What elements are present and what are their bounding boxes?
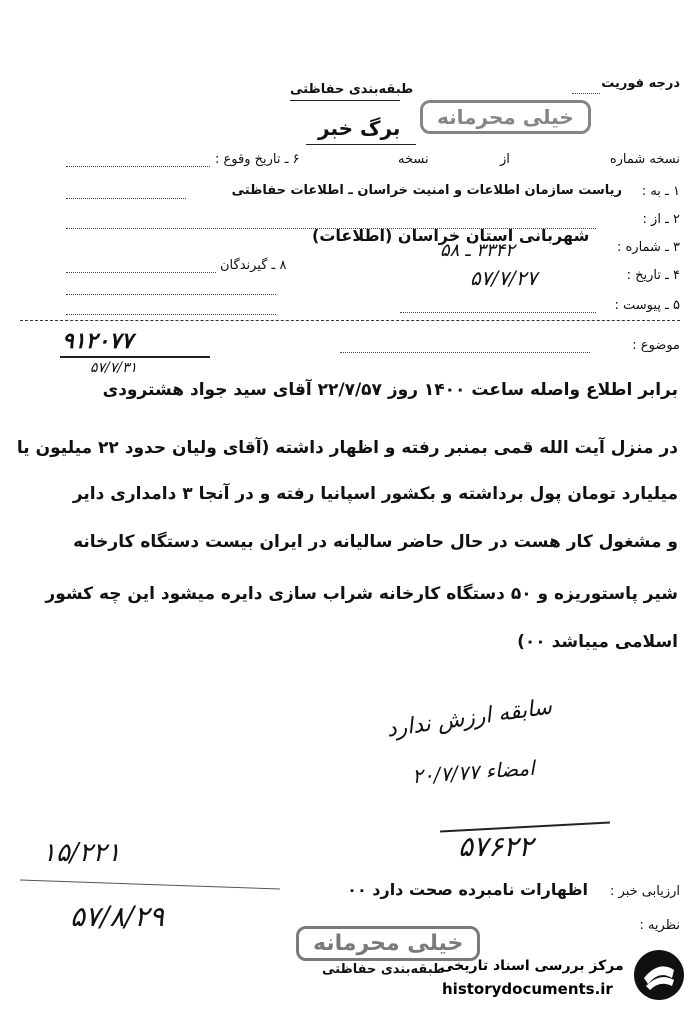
opinion-label: نظریه : <box>639 918 680 933</box>
watermark-url: historydocuments.ir <box>442 980 613 998</box>
handwritten-left-number: ۱۵/۲۲۱ <box>42 838 121 868</box>
recipients-line-3 <box>66 314 276 315</box>
evaluation-value: اظهارات نامبرده صحت دارد ۰۰ <box>347 880 588 899</box>
classification-bottom: طبقه‌بندی حفاظتی <box>322 962 446 977</box>
handwritten-scribble-line <box>20 879 280 889</box>
date-value: ۵۷/۷/۲۷ <box>470 266 538 290</box>
copy-label: نسخه <box>398 152 429 167</box>
number-value: ۳۳۴۲ ـ ۵۸ <box>440 240 515 261</box>
handwritten-number: ۵۷۶۲۲ <box>458 830 534 863</box>
recipients-line-1 <box>66 272 216 273</box>
copy-of-label: از <box>500 152 510 167</box>
recipients-line-2 <box>66 294 276 295</box>
attachment-label: ۵ ـ پیوست : <box>614 298 680 313</box>
body-line-2: در منزل آیت الله قمی بمنبر رفته و اظهار داشته (آقای ولیان حدود ۲۲ میلیون یا <box>16 438 678 458</box>
reference-underline <box>60 356 210 358</box>
to-label: ۱ ـ به : <box>641 184 680 199</box>
top-secret-stamp-bottom: خیلی محرمانه <box>296 926 480 961</box>
priority-label: درجه فوریت <box>601 76 680 91</box>
body-line-1: برابر اطلاع واصله ساعت ۱۴۰۰ روز ۲۲/۷/۵۷ آقای سید جواد هشترودی <box>102 380 678 400</box>
watermark-title: مرکز بررسی اسناد تاریخی <box>440 958 624 974</box>
classification-top: طبقه‌بندی حفاظتی <box>290 82 414 97</box>
body-line-4: و مشغول کار هست در حال حاضر سالیانه در ایران بیست دستگاه کارخانه <box>73 532 678 552</box>
from-label: ۲ ـ از : <box>642 212 680 227</box>
priority-line <box>572 93 600 94</box>
attachment-line <box>400 312 596 313</box>
header-divider <box>20 320 680 321</box>
from-value: شهربانی استان خراسان (اطلاعات) <box>312 226 590 245</box>
top-secret-stamp: خیلی محرمانه <box>420 100 591 134</box>
recipients-label: ۸ ـ گیرندگان <box>220 258 287 273</box>
copy-number-label: نسخه شماره <box>609 152 680 167</box>
to-line <box>66 198 186 199</box>
subject-line <box>340 352 590 353</box>
archive-logo-icon <box>632 948 686 1002</box>
handwritten-left-date: ۵۷/۸/۲۹ <box>70 900 165 933</box>
to-value: ریاست سازمان اطلاعات و امنیت خراسان ـ اطلاعات حفاظتی <box>231 183 622 198</box>
number-label: ۳ ـ شماره : <box>616 240 680 255</box>
body-line-5: شیر پاستوریزه و ۵۰ دستگاه کارخانه شراب سازی دایره میشود این چه کشور <box>45 584 678 604</box>
handwritten-reference: ۹۱۲۰۷۷ <box>62 328 133 354</box>
subject-label: موضوع : <box>632 338 680 353</box>
date-label: ۴ ـ تاریخ : <box>626 268 680 283</box>
title-underline <box>306 144 416 145</box>
handwritten-note-2: امضاء ۲۰/۷/۷۷ <box>411 755 536 789</box>
classification-top-line <box>290 100 400 101</box>
handwritten-reference-date: ۵۷/۷/۳۱ <box>90 360 138 376</box>
form-title: برگ خبر <box>318 116 401 140</box>
event-date-line <box>66 166 210 167</box>
body-line-6: اسلامی میباشد ۰۰) <box>517 632 678 652</box>
body-line-3: میلیارد تومان پول برداشته و بکشور اسپانیا رفته و در آنجا ۳ دامداری دایر <box>72 484 678 504</box>
date-of-event-label: ۶ ـ تاریخ وقوع : <box>215 152 300 167</box>
handwritten-note-1: سابقه ارزش ندارد <box>385 694 554 743</box>
evaluation-label: ارزیابی خبر : <box>610 884 680 899</box>
